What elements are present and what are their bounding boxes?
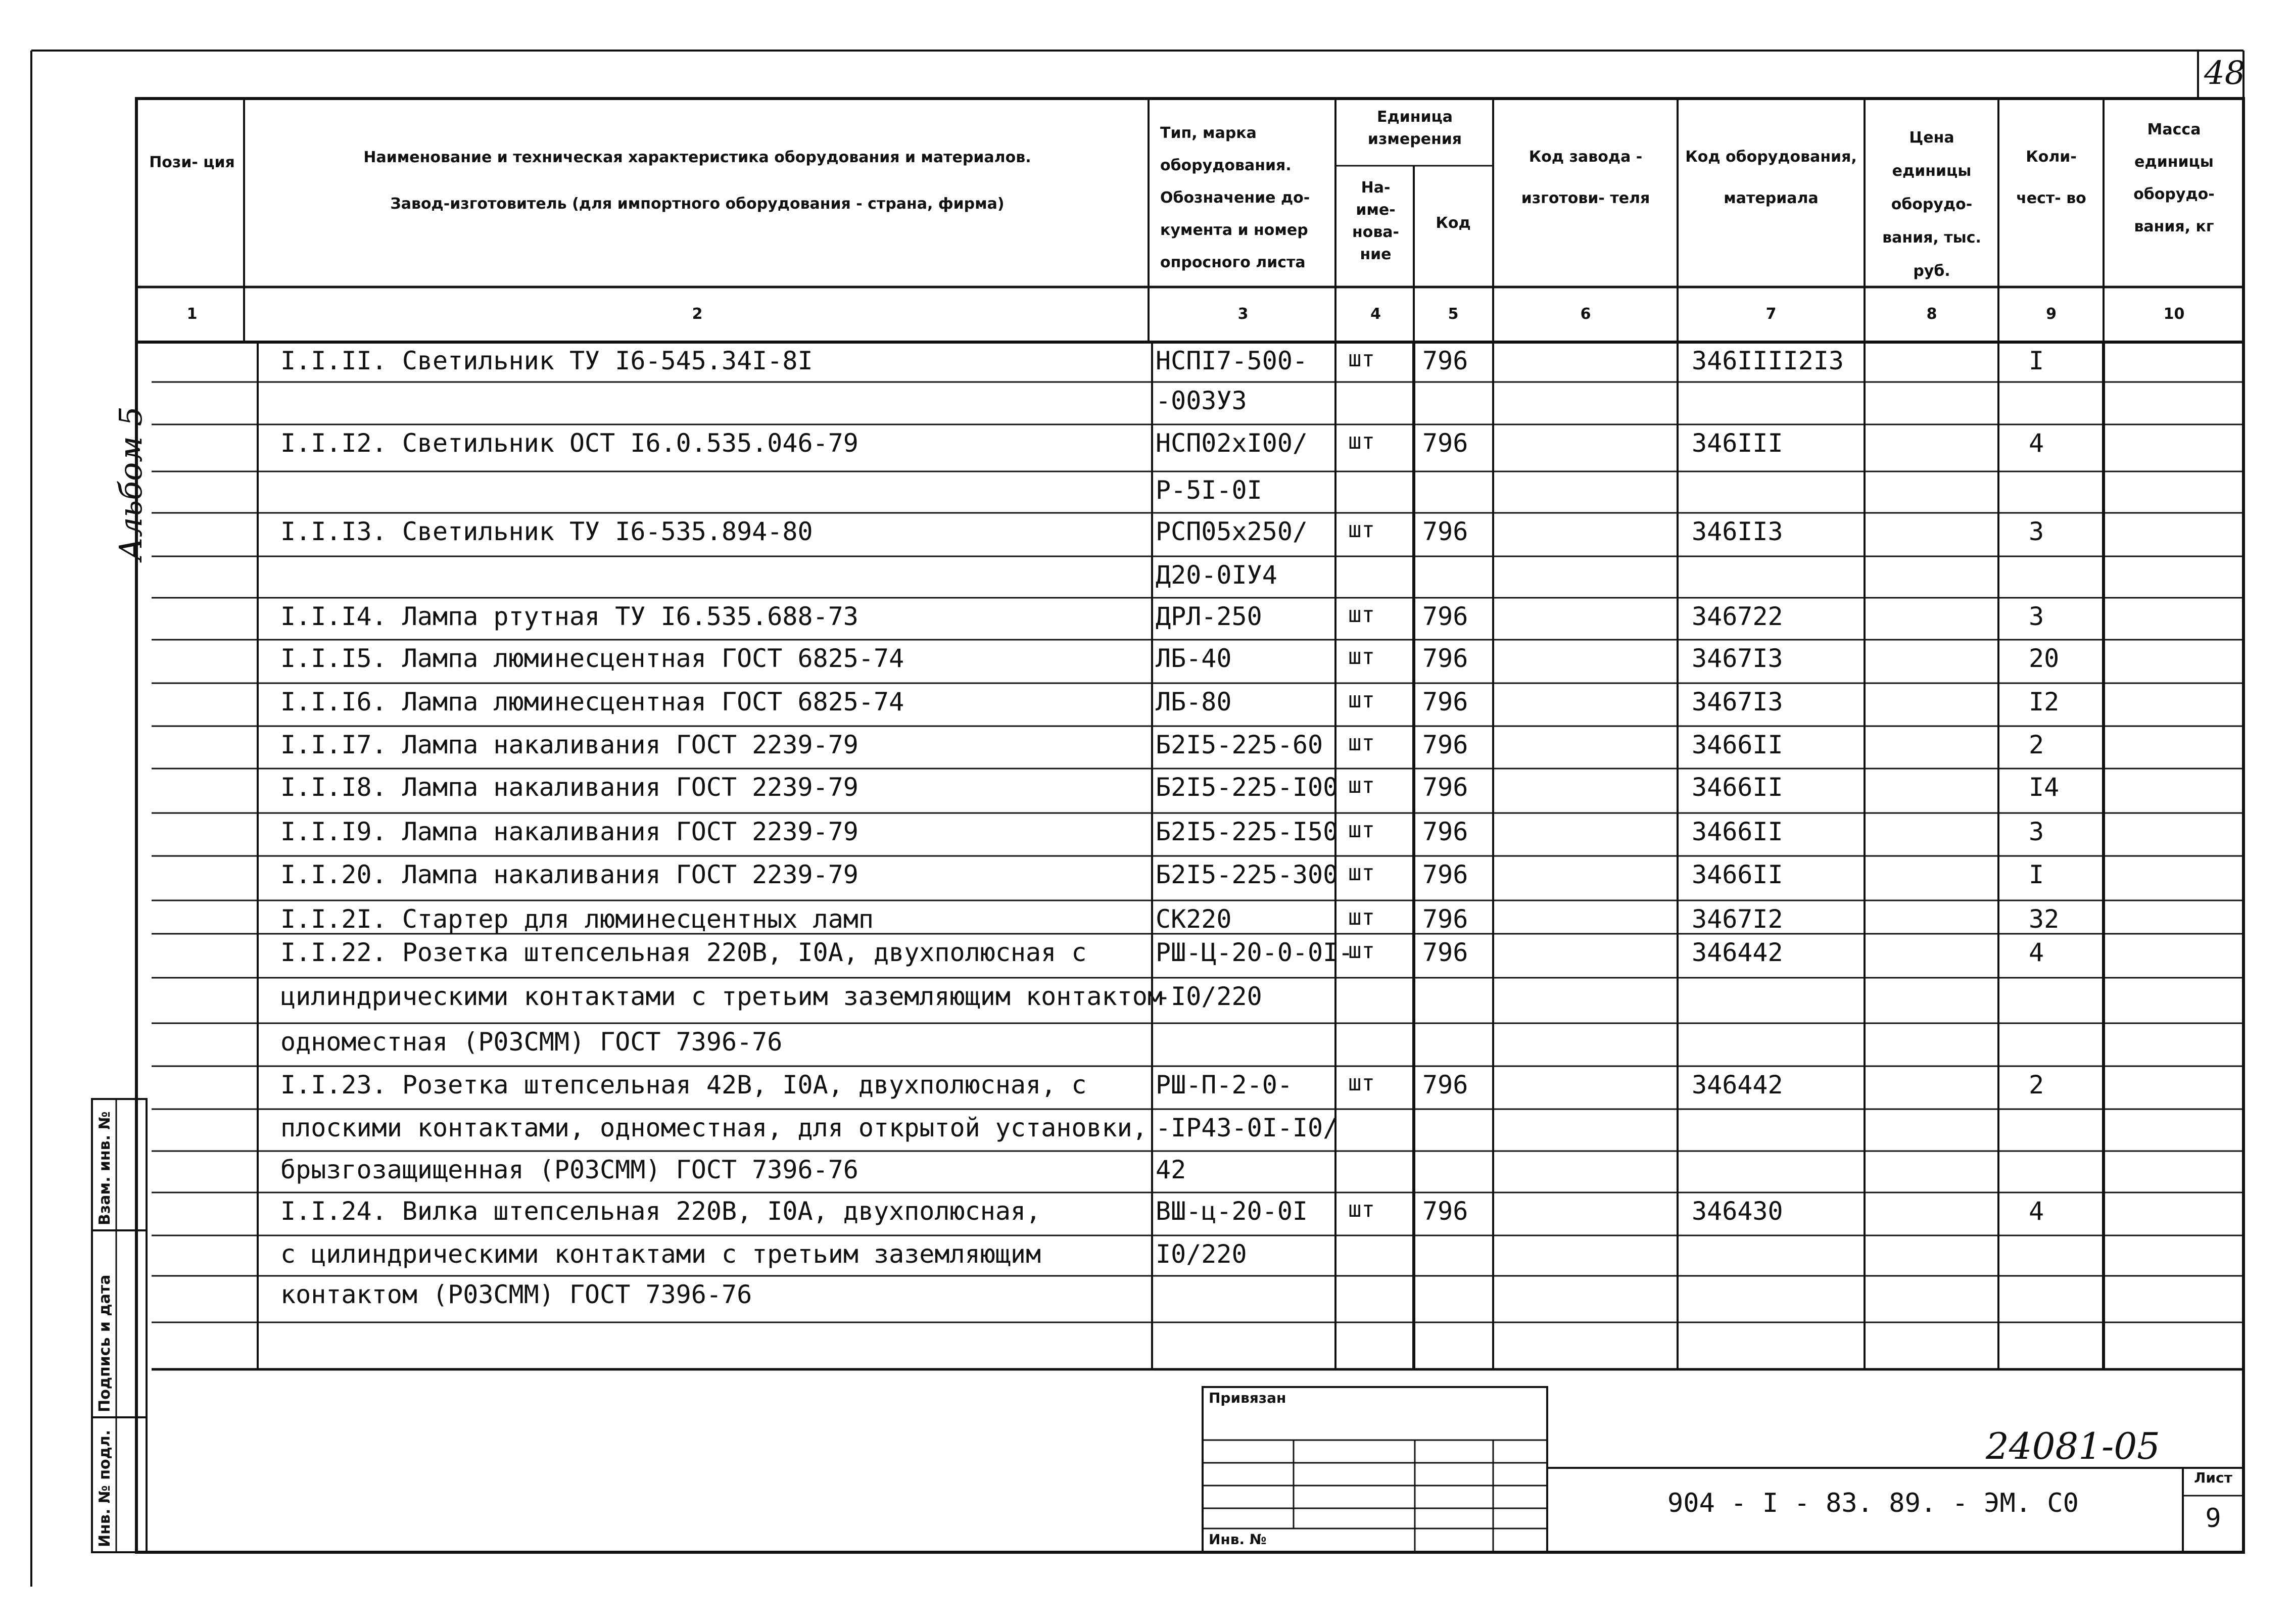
cell-equip: 3466II	[1692, 860, 1783, 889]
stamp-number: 24081-05	[1986, 1425, 2160, 1467]
cell-type: 42	[1156, 1155, 1186, 1184]
cell-type: Б2I5-225-300	[1156, 860, 1339, 889]
cell-code: 796	[1422, 346, 1468, 375]
cell-equip: 346430	[1692, 1197, 1783, 1226]
side-label-original-inv: Инв. № подл.	[96, 1429, 114, 1547]
cell-name: I.I.I7. Лампа накаливания ГОСТ 2239-79	[280, 730, 858, 759]
col-number: 3	[1237, 305, 1249, 323]
cell-type: Р-5I-0I	[1156, 475, 1262, 505]
cell-qty: 3	[2029, 517, 2044, 546]
cell-name: I.I.20. Лампа накаливания ГОСТ 2239-79	[280, 860, 858, 889]
cell-unit: шт	[1348, 602, 1375, 628]
corner-page-mark: 48	[2204, 55, 2246, 92]
cell-unit: шт	[1348, 730, 1375, 756]
cell-type: -IР43-0I-I0/	[1156, 1113, 1339, 1142]
cell-code: 796	[1422, 687, 1468, 717]
cell-type: ДРЛ-250	[1156, 602, 1262, 631]
header-type-line: Обозначение до-	[1160, 189, 1310, 207]
cell-qty: I	[2029, 346, 2044, 375]
cell-code: 796	[1422, 428, 1468, 458]
cell-unit: шт	[1348, 346, 1375, 372]
col-number: 5	[1448, 305, 1459, 323]
cell-name: цилиндрическими контактами с третьим заземляющим контактом	[280, 982, 1163, 1011]
cell-unit: шт	[1348, 817, 1375, 843]
cell-qty: 3	[2029, 602, 2044, 631]
cell-name: I.I.22. Розетка штепсельная 220В, I0А, двухполюсная с	[280, 938, 1087, 967]
cell-name: I.I.I4. Лампа ртутная ТУ I6.535.688-73	[280, 602, 858, 631]
cell-name: I.I.I9. Лампа накаливания ГОСТ 2239-79	[280, 817, 858, 846]
header-type-line: кумента и номер	[1160, 221, 1308, 239]
cell-name: I.I.II. Светильник ТУ I6-545.34I-8I	[280, 346, 813, 375]
cell-name: одноместная (Р03СММ) ГОСТ 7396-76	[280, 1027, 783, 1057]
sheet-number: 9	[2205, 1503, 2221, 1534]
cell-qty: 32	[2029, 904, 2060, 934]
cell-name: I.I.I3. Светильник ТУ I6-535.894-80	[280, 517, 813, 546]
cell-code: 796	[1422, 860, 1468, 889]
cell-name: I.I.I2. Светильник ОСТ I6.0.535.046-79	[280, 428, 858, 458]
privyazan-label: Привязан	[1209, 1390, 1286, 1406]
cell-equip: 3466II	[1692, 773, 1783, 802]
cell-name: I.I.24. Вилка штепсельная 220В, I0А, двухполюсная,	[280, 1197, 1041, 1226]
cell-type: I0/220	[1156, 1239, 1247, 1269]
col-number: 7	[1765, 305, 1777, 323]
cell-code: 796	[1422, 1197, 1468, 1226]
cell-name: I.I.I8. Лампа накаливания ГОСТ 2239-79	[280, 773, 858, 802]
side-label-signature-date: Подпись и дата	[96, 1274, 114, 1412]
cell-unit: шт	[1348, 1070, 1375, 1096]
cell-unit: шт	[1348, 517, 1375, 543]
cell-name: I.I.I6. Лампа люминесцентная ГОСТ 6825-74	[280, 687, 904, 717]
cell-code: 796	[1422, 644, 1468, 673]
cell-name: I.I.I5. Лампа люминесцентная ГОСТ 6825-74	[280, 644, 904, 673]
album-note: Альбом 5	[112, 406, 149, 561]
cell-equip: 3467I3	[1692, 644, 1783, 673]
col-number: 1	[186, 305, 198, 323]
cell-name: контактом (Р03СММ) ГОСТ 7396-76	[280, 1280, 752, 1309]
cell-qty: I2	[2029, 687, 2060, 717]
cell-equip: 3466II	[1692, 817, 1783, 846]
cell-equip: 346722	[1692, 602, 1783, 631]
col-number: 9	[2046, 305, 2057, 323]
header-quantity: Коли- чест- во	[2016, 148, 2086, 207]
cell-unit: шт	[1348, 1197, 1375, 1222]
header-type-line: опросного листа	[1160, 254, 1306, 271]
cell-code: 796	[1422, 602, 1468, 631]
cell-unit: шт	[1348, 644, 1375, 670]
cell-qty: I4	[2029, 773, 2060, 802]
cell-qty: 4	[2029, 1197, 2044, 1226]
cell-equip: 346II3	[1692, 517, 1783, 546]
header-name-line1: Наименование и техническая характеристика оборудования и материалов.	[363, 149, 1031, 166]
cell-equip: 3467I3	[1692, 687, 1783, 717]
cell-unit: шт	[1348, 687, 1375, 713]
cell-type: Б2I5-225-I00	[1156, 773, 1339, 802]
cell-qty: 3	[2029, 817, 2044, 846]
cell-name: плоскими контактами, одноместная, для открытой установки,	[280, 1113, 1148, 1142]
cell-name: I.I.2I. Стартер для люминесцентных ламп	[280, 904, 874, 934]
col-number: 8	[1926, 305, 1937, 323]
cell-qty: 4	[2029, 938, 2044, 967]
cell-type: НСПI7-500-	[1156, 346, 1308, 375]
cell-name: с цилиндрическими контактами с третьим заземляющим	[280, 1239, 1041, 1269]
inv-number-label: Инв. №	[1209, 1531, 1267, 1548]
cell-code: 796	[1422, 817, 1468, 846]
cell-type: ЛБ-80	[1156, 687, 1232, 717]
cell-equip: 3467I2	[1692, 904, 1783, 934]
header-mass: Масса единицы оборудо- вания, кг	[2133, 121, 2215, 235]
cell-type: СК220	[1156, 904, 1232, 934]
cell-unit: шт	[1348, 904, 1375, 930]
cell-code: 796	[1422, 1070, 1468, 1100]
side-label-replacement-inv: Взам. инв. №	[96, 1111, 114, 1225]
cell-qty: 2	[2029, 1070, 2044, 1100]
col-number: 4	[1370, 305, 1381, 323]
header-position: Пози- ция	[149, 154, 235, 171]
cell-equip: 346442	[1692, 938, 1783, 967]
cell-qty: 20	[2029, 644, 2060, 673]
cell-unit: шт	[1348, 773, 1375, 798]
document-code: 904 - I - 83. 89. - ЭМ. С0	[1667, 1488, 2079, 1518]
cell-code: 796	[1422, 773, 1468, 802]
cell-equip: 346442	[1692, 1070, 1783, 1100]
cell-type: НСП02хI00/	[1156, 428, 1308, 458]
cell-type: РШ-Ц-20-0-0I-	[1156, 938, 1354, 967]
header-unit: Единица измерения	[1367, 108, 1462, 148]
cell-name: брызгозащищенная (Р03СММ) ГОСТ 7396-76	[280, 1155, 858, 1184]
cell-type: ВШ-ц-20-0I	[1156, 1197, 1308, 1226]
header-type-line: оборудования.	[1160, 157, 1292, 174]
cell-type: Б2I5-225-I50	[1156, 817, 1339, 846]
cell-unit: шт	[1348, 428, 1375, 454]
cell-type: -I0/220	[1156, 982, 1262, 1011]
header-unit-code: Код	[1436, 214, 1471, 232]
cell-unit: шт	[1348, 938, 1375, 964]
header-type-line: Тип, марка	[1160, 124, 1257, 142]
cell-unit: шт	[1348, 860, 1375, 886]
cell-equip: 346III	[1692, 428, 1783, 458]
cell-code: 796	[1422, 730, 1468, 759]
cell-qty: 2	[2029, 730, 2044, 759]
col-number: 6	[1580, 305, 1591, 323]
header-equipment-code: Код оборудования, материала	[1685, 148, 1857, 207]
cell-type: Д20-0IУ4	[1156, 560, 1277, 590]
cell-type: РСП05х250/	[1156, 517, 1308, 546]
header-price: Цена единицы оборудо- вания, тыс. руб.	[1882, 129, 1981, 280]
header-unit-name: На- име- нова- ние	[1352, 179, 1400, 263]
cell-code: 796	[1422, 938, 1468, 967]
cell-equip: 3466II	[1692, 730, 1783, 759]
cell-qty: 4	[2029, 428, 2044, 458]
cell-code: 796	[1422, 517, 1468, 546]
header-factory-code: Код завода - изготови- теля	[1521, 148, 1650, 207]
cell-type: РШ-П-2-0-	[1156, 1070, 1293, 1100]
col-number: 10	[2163, 305, 2185, 323]
col-number: 2	[692, 305, 703, 323]
sheet-label: Лист	[2194, 1469, 2232, 1486]
header-name-line2: Завод-изготовитель (для импортного оборудования - страна, фирма)	[390, 195, 1005, 213]
cell-type: -003У3	[1156, 386, 1247, 415]
cell-type: ЛБ-40	[1156, 644, 1232, 673]
cell-equip: 346IIII2I3	[1692, 346, 1844, 375]
cell-type: Б2I5-225-60	[1156, 730, 1323, 759]
cell-name: I.I.23. Розетка штепсельная 42В, I0А, двухполюсная, с	[280, 1070, 1087, 1100]
header-type	[1152, 117, 1334, 279]
cell-qty: I	[2029, 860, 2044, 889]
cell-code: 796	[1422, 904, 1468, 934]
